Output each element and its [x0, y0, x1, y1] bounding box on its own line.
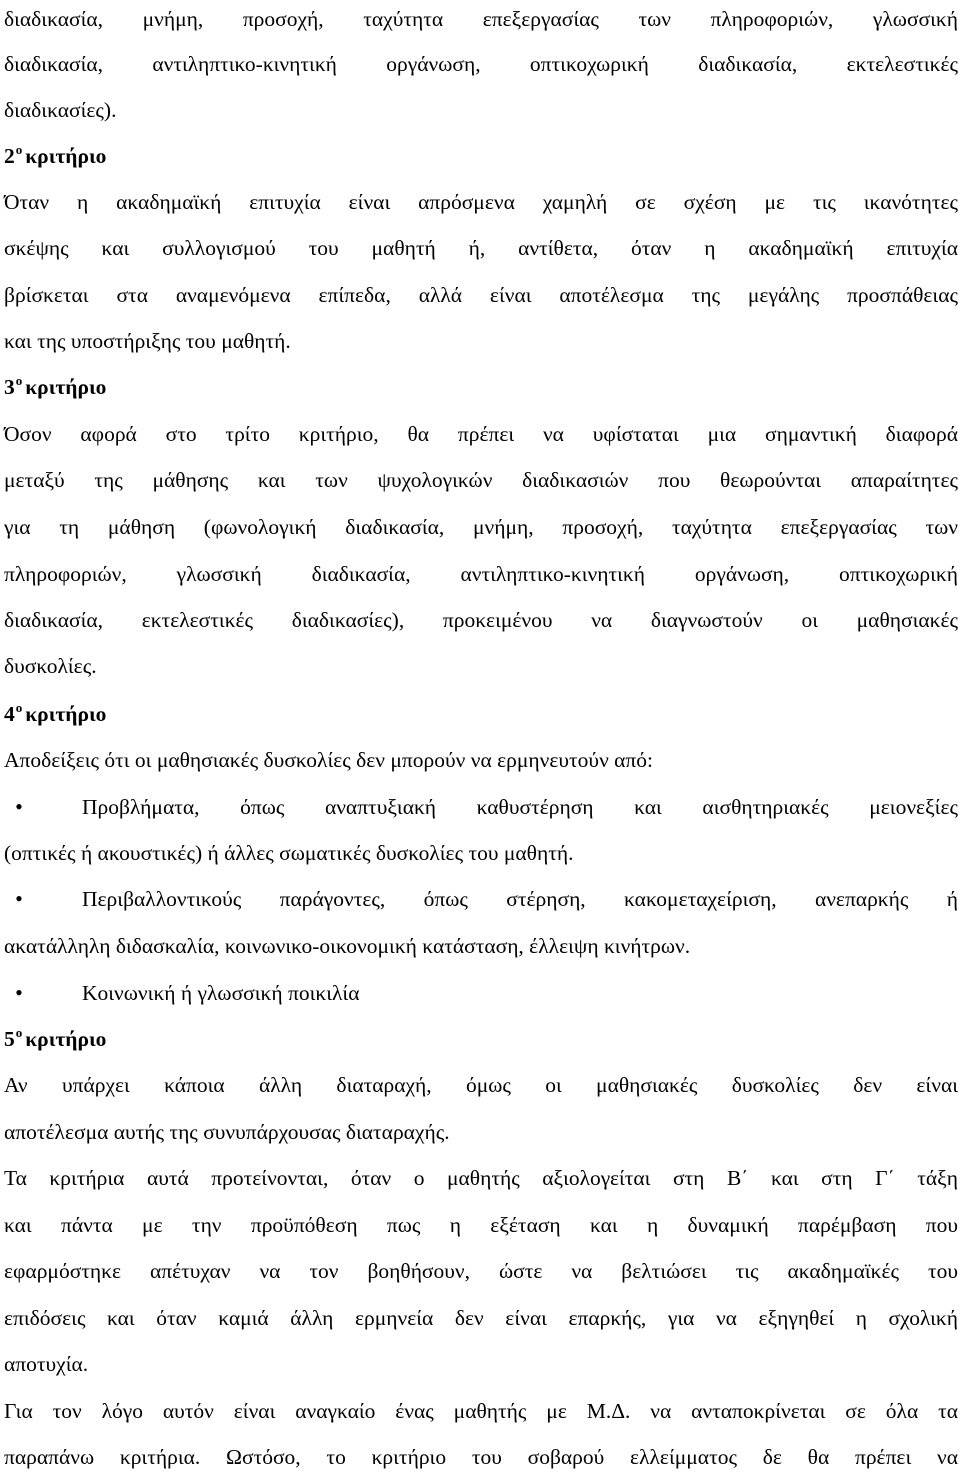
- text-line: παραπάνω κριτήρια. Ωστόσο, το κριτήριο του σοβαρού ελλείμματος δε θα πρέπει να: [4, 1445, 958, 1469]
- text-line: ακατάλληλη διδασκαλία, κοινωνικο-οικονομική κατάσταση, έλλειψη κινήτρων.: [4, 934, 691, 958]
- text-line: Όταν η ακαδημαϊκή επιτυχία είναι απρόσμενα χαμηλή σε σχέση με τις ικανότητες: [4, 190, 958, 214]
- text-line: Αποδείξεις ότι οι μαθησιακές δυσκολίες δεν μπορούν να ερμηνευτούν από:: [4, 748, 654, 772]
- section-heading-5: $5^o$ κριτήριο: [4, 1025, 107, 1051]
- bullet-item: [4, 792, 958, 822]
- text-line: επιδόσεις και όταν καμιά άλλη ερμηνεία δεν είναι επαρκής, για να εξηγηθεί η σχολική: [4, 1306, 958, 1330]
- bullet-icon: •: [15, 980, 23, 1005]
- section-heading-4: $4^o$ κριτήριο: [4, 700, 107, 726]
- text-line: αποτέλεσμα αυτής της συνυπάρχουσας διαταραχής.: [4, 1120, 450, 1144]
- section-heading-2: $2^o$ κριτήριο: [4, 142, 107, 168]
- text-line: Για τον λόγο αυτόν είναι αναγκαίο ένας μαθητής με Μ.Δ. να ανταποκρίνεται σε όλα τα: [4, 1399, 958, 1423]
- text-line: Τα κριτήρια αυτά προτείνονται, όταν ο μαθητής αξιολογείται στη Β΄ και στη Γ΄ τάξη: [4, 1166, 958, 1190]
- text-line: Αν υπάρχει κάποια άλλη διαταραχή, όμως οι μαθησιακές δυσκολίες δεν είναι: [4, 1073, 958, 1097]
- section-heading-3: $3^o$ κριτήριο: [4, 373, 107, 399]
- bullet-icon: •: [15, 794, 23, 819]
- text-line: και της υποστήριξης του μαθητή.: [4, 329, 291, 353]
- text-line: σκέψης και συλλογισμού του μαθητή ή, αντίθετα, όταν η ακαδημαϊκή επιτυχία: [4, 236, 958, 260]
- text-line: πληροφοριών, γλωσσική διαδικασία, αντιληπτικο-κινητική οργάνωση, οπτικοχωρική: [4, 562, 958, 586]
- text-line: εφαρμόστηκε απέτυχαν να τον βοηθήσουν, ώστε να βελτιώσει τις ακαδημαϊκές του: [4, 1259, 958, 1283]
- text-line: για τη μάθηση (φωνολογική διαδικασία, μνήμη, προσοχή, ταχύτητα επεξεργασίας των: [4, 515, 958, 539]
- bullet-text: Προβλήματα, όπως αναπτυξιακή καθυστέρηση και αισθητηριακές μειονεξίες: [82, 795, 958, 819]
- text-line: αποτυχία.: [4, 1352, 89, 1376]
- bullet-item: [4, 978, 958, 1008]
- text-line: δυσκολίες.: [4, 654, 97, 678]
- text-line: διαδικασία, εκτελεστικές διαδικασίες), προκειμένου να διαγνωστούν οι μαθησιακές: [4, 608, 958, 632]
- text-line: και πάντα με την προϋπόθεση πως η εξέταση και η δυναμική παρέμβαση που: [4, 1213, 958, 1237]
- text-line: διαδικασία, αντιληπτικο-κινητική οργάνωση, οπτικοχωρική διαδικασία, εκτελεστικές: [4, 52, 958, 76]
- text-line: βρίσκεται στα αναμενόμενα επίπεδα, αλλά είναι αποτέλεσμα της μεγάλης προσπάθειας: [4, 283, 958, 307]
- text-line: Όσον αφορά στο τρίτο κριτήριο, θα πρέπει να υφίσταται μια σημαντική διαφορά: [4, 422, 958, 446]
- bullet-text: Κοινωνική ή γλωσσική ποικιλία: [82, 981, 360, 1005]
- text-line: (οπτικές ή ακουστικές) ή άλλες σωματικές δυσκολίες του μαθητή.: [4, 841, 574, 865]
- text-line: διαδικασίες).: [4, 98, 117, 122]
- text-line: μεταξύ της μάθησης και των ψυχολογικών διαδικασιών που θεωρούνται απαραίτητες: [4, 468, 958, 492]
- bullet-text: Περιβαλλοντικούς παράγοντες, όπως στέρηση, κακομεταχείριση, ανεπαρκής ή: [82, 887, 958, 911]
- bullet-icon: •: [15, 886, 23, 911]
- text-line: διαδικασία, μνήμη, προσοχή, ταχύτητα επεξεργασίας των πληροφοριών, γλωσσική: [4, 7, 958, 31]
- bullet-item: [4, 884, 958, 914]
